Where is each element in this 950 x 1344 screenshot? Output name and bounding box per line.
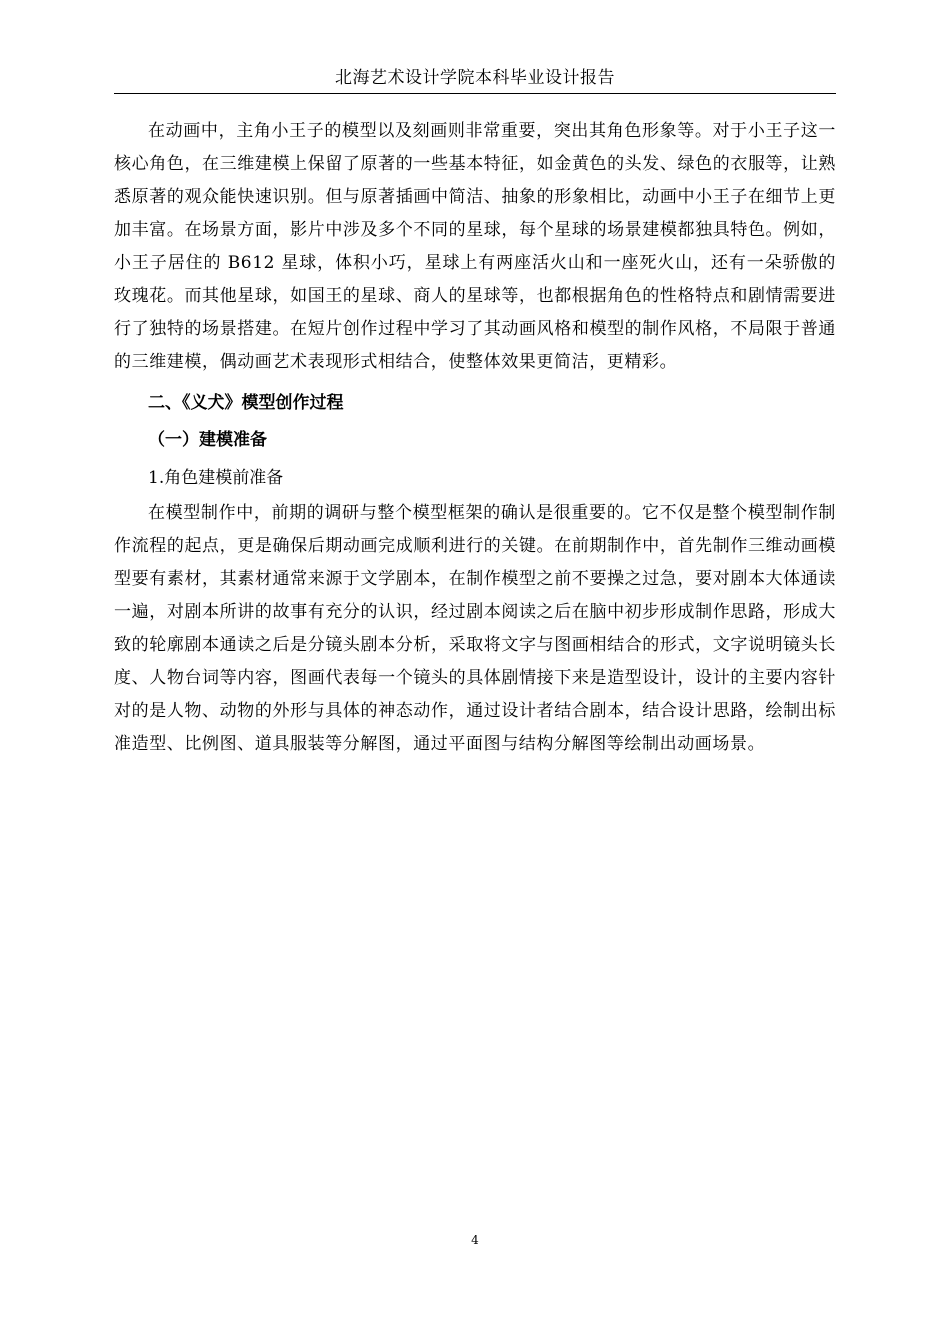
page-header-title: 北海艺术设计学院本科毕业设计报告 <box>335 68 615 88</box>
header-divider <box>114 93 836 94</box>
body-paragraph-1: 在动画中，主角小王子的模型以及刻画则非常重要，突出其角色形象等。对于小王子这一核心角色，在三维建模上保留了原著的一些基本特征，如金黄色的头发、绿色的衣服等，让熟悉原著的观众能快速识别。但与原著插画中简洁、抽象的形象相比，动画中小王子在细节上更加丰富。在场景方面，影片中涉及多个不同的星球，每个星球的场景建模都独具特色。例如，小王子居住的 B612 星球，体积小巧，星球上有两座活火山和一座死火山，还有一朵骄傲的玫瑰花。而其他星球，如国王的星球、商人的星球等，也都根据角色的性格特点和剧情需要进行了独特的场景搭建。在短片创作过程中学习了其动画风格和模型的制作风格，不局限于普通的三维建模，偶动画艺术表现形式相结合，使整体效果更简洁，更精彩。 <box>114 121 836 372</box>
page-body <box>114 115 836 761</box>
subsection-heading: （一）建模准备 <box>148 430 267 450</box>
body-paragraph-2: 在模型制作中，前期的调研与整个模型框架的确认是很重要的。它不仅是整个模型制作制作流程的起点，更是确保后期动画完成顺利进行的关键。在前期制作中，首先制作三维动画模型要有素材，其素材通常来源于文学剧本，在制作模型之前不要操之过急，要对剧本大体通读一遍，对剧本所讲的故事有充分的认识，经过剧本阅读之后在脑中初步形成制作思路，形成大致的轮廓剧本通读之后是分镜头剧本分析，采取将文字与图画相结合的形式，文字说明镜头长度、人物台词等内容，图画代表每一个镜头的具体剧情接下来是造型设计，设计的主要内容针对的是人物、动物的外形与具体的神态动作，通过设计者结合剧本，结合设计思路，绘制出标准造型、比例图、道具服装等分解图，通过平面图与结构分解图等绘制出动画场景。 <box>114 503 836 754</box>
item-heading: 1.角色建模前准备 <box>148 468 284 488</box>
section-heading: 二、《义犬》模型创作过程 <box>148 393 344 413</box>
page-number: 4 <box>471 1233 479 1247</box>
